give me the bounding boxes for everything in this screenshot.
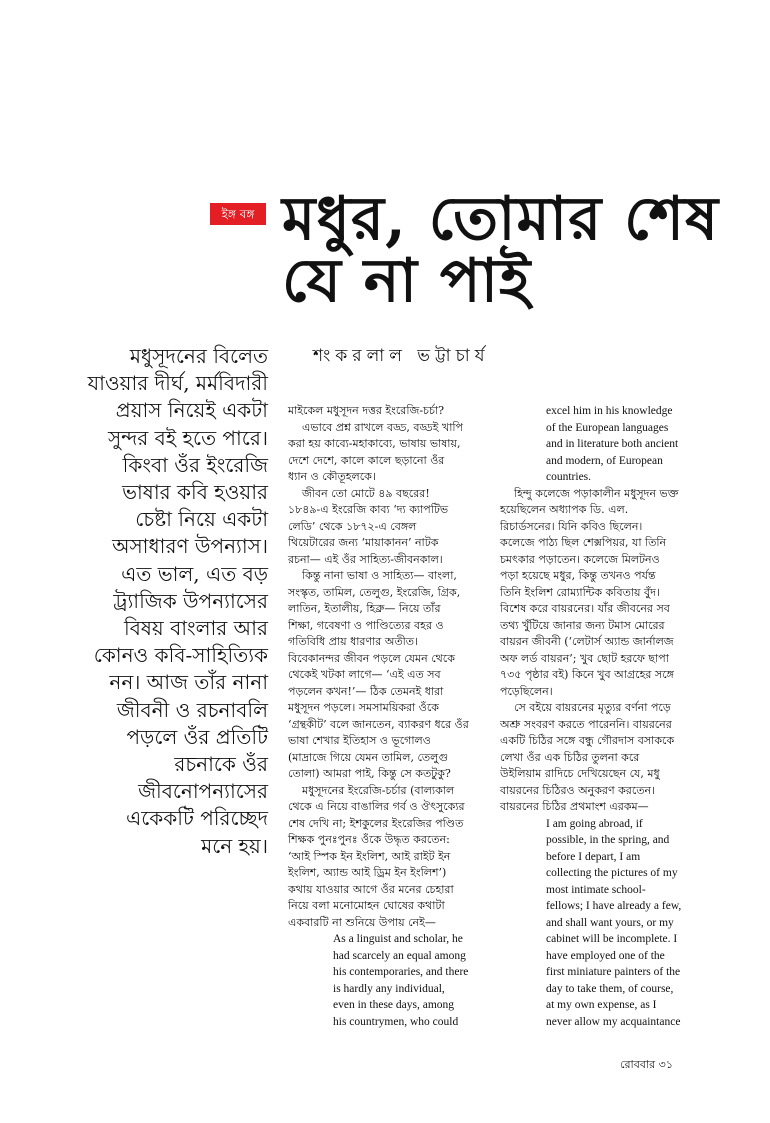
text-line: মধুসূদন পড়লে। সমসাময়িকরা ওঁকে <box>288 701 439 714</box>
text-line: হয়েছিলেন অধ্যাপক ডি. এল. <box>500 503 629 516</box>
quote-line: before I depart, I am <box>546 850 641 863</box>
quote-line: and in literature both ancient <box>546 438 679 450</box>
text-line: বায়রনের চিঠিরও অনুকরণ করতেন। <box>500 783 656 797</box>
pull-quote-line: বিষয় বাংলার আর <box>124 616 268 641</box>
text-line: করা হয় কাব্যে-মহাকাব্যে, ভাষায় ভাষায়, <box>288 437 461 450</box>
text-line: ইংলিশ, অ্যান্ড আই ড্রিম ইন ইংলিশ’) <box>288 866 447 879</box>
text-line: ১৮৪৯-এ ইংরেজি কাব্য ‘দ্য ক্যাপটিভ <box>288 503 449 516</box>
text-line: কথায় যাওয়ার আগে ওঁর মনের চেহারা <box>288 882 454 896</box>
text-line: সংস্কৃত, তামিল, তেলুগু, ইংরেজি, গ্রিক, <box>288 585 461 599</box>
text-line: লেখা ওঁর এক চিঠির তুলনা করে <box>500 750 640 764</box>
text-line: তথ্য খুঁটিয়ে জানার জন্য টমাস মোরের <box>500 618 665 632</box>
text-line: ‘গ্রন্থকীট’ বলে জানতেন, ব্যাকরণ ধরে ওঁর <box>288 717 469 731</box>
pull-quote-line: ট্র্যাজিক উপন্যাসের <box>113 588 268 613</box>
text-line: কলেজে পাঠ্য ছিল শেক্সপিয়র, যা তিনি <box>500 536 667 549</box>
pull-quote-line: ভাষার কবি হওয়ার <box>122 480 268 505</box>
text-line: পড়লেন কখন!’— ঠিক তেমনই ধারা <box>288 684 444 698</box>
author-byline: শংকরলাল ভট্টাচার্য <box>313 346 490 366</box>
quote-line: As a linguist and scholar, he <box>333 933 463 945</box>
text-line: লেডি’ থেকে ১৮৭২-এ বেঙ্গল <box>288 519 417 533</box>
text-line: দেশে দেশে, কালে কালে ছড়ানো ওঁর <box>288 453 445 467</box>
pull-quote-line: চেষ্টা নিয়ে একটা <box>135 507 268 532</box>
text-line: বিবেকানন্দর জীবন পড়লে যেমন থেকে <box>288 651 455 665</box>
text-line: শেষ দেখি না; ইশকুলের ইংরেজির পণ্ডিত <box>288 816 464 830</box>
quote-line: fellows; I have already a few, <box>546 900 682 912</box>
quote-line: never allow my acquaintance <box>546 1015 681 1028</box>
quote-line: of the European languages <box>546 421 669 434</box>
text-line: পড়া হয়েছে মধুর, কিন্তু তখনও পর্যন্ত <box>500 569 656 582</box>
quote-line: have employed one of the <box>546 949 665 962</box>
text-line: উইলিয়াম রাদিচে দেখিয়েছেন যে, মধু <box>500 767 660 780</box>
text-line: শিক্ষক পুনঃপুনঃ ওঁকে উদ্ধৃত করতেন: <box>288 833 450 846</box>
text-line: শিক্ষা, গবেষণা ও পাণ্ডিত্যের বহর ও <box>288 618 444 632</box>
text-line: তোলা) আমরা পাই, কিন্তু সে কতটুকু? <box>288 767 451 780</box>
pull-quote <box>20 343 268 860</box>
quote-line: most intimate school- <box>546 883 646 896</box>
text-line: চমৎকার পড়াতেন। কলেজে মিলটনও <box>500 552 660 566</box>
text-line: ভাষা শেখার ইতিহাস ও ভূগোলও <box>288 734 431 747</box>
quote-line: even in these days, among <box>333 999 455 1011</box>
text-line: অফ লর্ড বায়রন’; খুব ছোট হরফে ছাপা <box>500 651 669 665</box>
quote-line: excel him in his knowledge <box>546 405 673 417</box>
text-line: থিয়েটারের জন্য ‘মায়াকানন’ নাটক <box>288 536 439 549</box>
pull-quote-line: নন। আজ তাঁর নানা <box>109 670 268 695</box>
pull-quote-line: অসাধারণ উপন্যাস। <box>112 534 268 559</box>
body-column-2 <box>500 403 725 1030</box>
text-line: রিচার্ডসনের। যিনি কবিও ছিলেন। <box>500 519 643 533</box>
text-line: নিয়ে বলা মনোমোহন ঘোষের কথাটা <box>288 899 445 912</box>
quote-line: day to take them, of course, <box>546 982 674 995</box>
pull-quote-line: যাওয়ার দীর্ঘ, মর্মবিদারী <box>87 371 268 396</box>
quote-line: at my own expense, as I <box>546 999 657 1011</box>
text-line: মধুসূদনের ইংরেজি-চর্চার (বাল্যকাল <box>302 783 455 797</box>
text-line: বিশেষ করে বায়রনের। যাঁর জীবনের সব <box>500 602 670 615</box>
text-line: থেকেই খটকা লাগে— ‘এই এত সব <box>288 668 441 681</box>
article-title <box>282 184 720 316</box>
text-line: সে বইয়ে বায়রনের মৃত্যুর বর্ণনা পড়ে <box>514 701 671 714</box>
text-line: জীবন তো মোটে ৪৯ বছরের! <box>302 486 430 500</box>
quote-line: possible, in the spring, and <box>546 834 670 846</box>
pull-quote-line: এত ভাল, এত বড় <box>121 561 268 586</box>
text-line: তিনি ইংলিশ রোম্যান্টিক কবিতায় বুঁদ। <box>500 585 660 599</box>
quote-line: is hardly any individual, <box>333 982 445 995</box>
quote-line: I am going abroad, if <box>546 817 643 830</box>
text-line: (মাদ্রাজে গিয়ে যেমন তামিল, তেলুগু <box>288 750 449 764</box>
text-line: একটি চিঠির সঙ্গে বন্ধু গৌরদাস বসাককে <box>500 734 675 747</box>
quote-line: and modern, of European <box>546 454 663 467</box>
quote-line: had scarcely an equal among <box>333 949 466 962</box>
text-line: লাতিন, ইতালীয়, হিব্রু— নিয়ে তাঁর <box>288 602 441 615</box>
page-folio: রোববার ৩১ <box>620 1058 673 1071</box>
title-line-1: মধুর, তোমার শেষ <box>282 184 720 254</box>
text-line: বায়রন জীবনী (‘লেটার্স অ্যান্ড জার্নালজ <box>500 635 674 648</box>
text-line: পড়েছিলেন। <box>500 684 553 698</box>
title-line-2: যে না পাই <box>282 246 532 316</box>
quote-line: his countrymen, who could <box>333 1015 459 1028</box>
pull-quote-line: রচনাকে ওঁর <box>174 752 268 777</box>
pull-quote-line: প্রয়াস নিয়েই একটা <box>115 398 268 423</box>
pull-quote-line: জীবনী ও রচনাবলি <box>116 697 268 722</box>
text-line: রচনা— এই ওঁর সাহিত্য-জীবনকাল। <box>288 552 443 566</box>
pull-quote-line: সুন্দর বই হতে পারে। <box>108 425 268 450</box>
text-line: ৭৩৫ পৃষ্ঠার বই) কিনে খুব আগ্রহের সঙ্গে <box>500 668 674 681</box>
section-tag: ইঙ্গ বঙ্গ <box>210 203 266 225</box>
pull-quote-line: পড়লে ওঁর প্রতিটি <box>126 724 268 749</box>
quote-line: first miniature painters of the <box>546 966 681 978</box>
pull-quote-line: জীবনোপন্যাসের <box>138 779 268 804</box>
pull-quote-line: একেকটি পরিচ্ছেদ <box>126 806 268 831</box>
text-line: অশ্রু সংবরণ করতে পারেননি। বায়রনের <box>500 717 672 731</box>
text-line: একবারটি না শুনিয়ে উপায় নেই— <box>288 915 436 929</box>
pull-quote-line: মনে হয়। <box>201 833 268 858</box>
quote-line: his contemporaries, and there <box>333 966 469 978</box>
text-line: ধ্যান ও কৌতূহলকে। <box>288 470 376 483</box>
text-line: ‘আই স্পিক ইন ইংলিশ, আই রাইট ইন <box>288 849 451 863</box>
quote-line: countries. <box>546 471 592 483</box>
text-line: গতিবিধি প্রায় ধারণার অতীত। <box>288 635 418 648</box>
quote-line: and shall want yours, or my <box>546 916 674 929</box>
text-line: কিন্তু নানা ভাষা ও সাহিত্য— বাংলা, <box>302 569 457 582</box>
pull-quote-line: মধুসূদনের বিলেত <box>129 344 268 368</box>
text-line: বায়রনের চিঠির প্রথমাংশ এরকম— <box>500 800 649 813</box>
text-line: এভাবে প্রশ্ন রাখলে বড্ড, বড্ডই খাপি <box>302 420 464 434</box>
text-line: থেকে এ নিয়ে বাঙালির গর্ব ও ঔৎসুক্যের <box>288 800 465 813</box>
pull-quote-line: কোনও কবি-সাহিত্যিক <box>93 643 268 668</box>
body-column-1 <box>288 403 488 1030</box>
quote-line: collecting the pictures of my <box>546 867 678 879</box>
text-line: মাইকেল মধুসূদন দত্তর ইংরেজি-চর্চা? <box>288 404 444 417</box>
pull-quote-line: কিংবা ওঁর ইংরেজি <box>122 452 268 477</box>
text-line: হিন্দু কলেজে পড়াকালীন মধুসূদন ভক্ত <box>514 486 679 500</box>
quote-line: cabinet will be incomplete. I <box>546 933 678 945</box>
